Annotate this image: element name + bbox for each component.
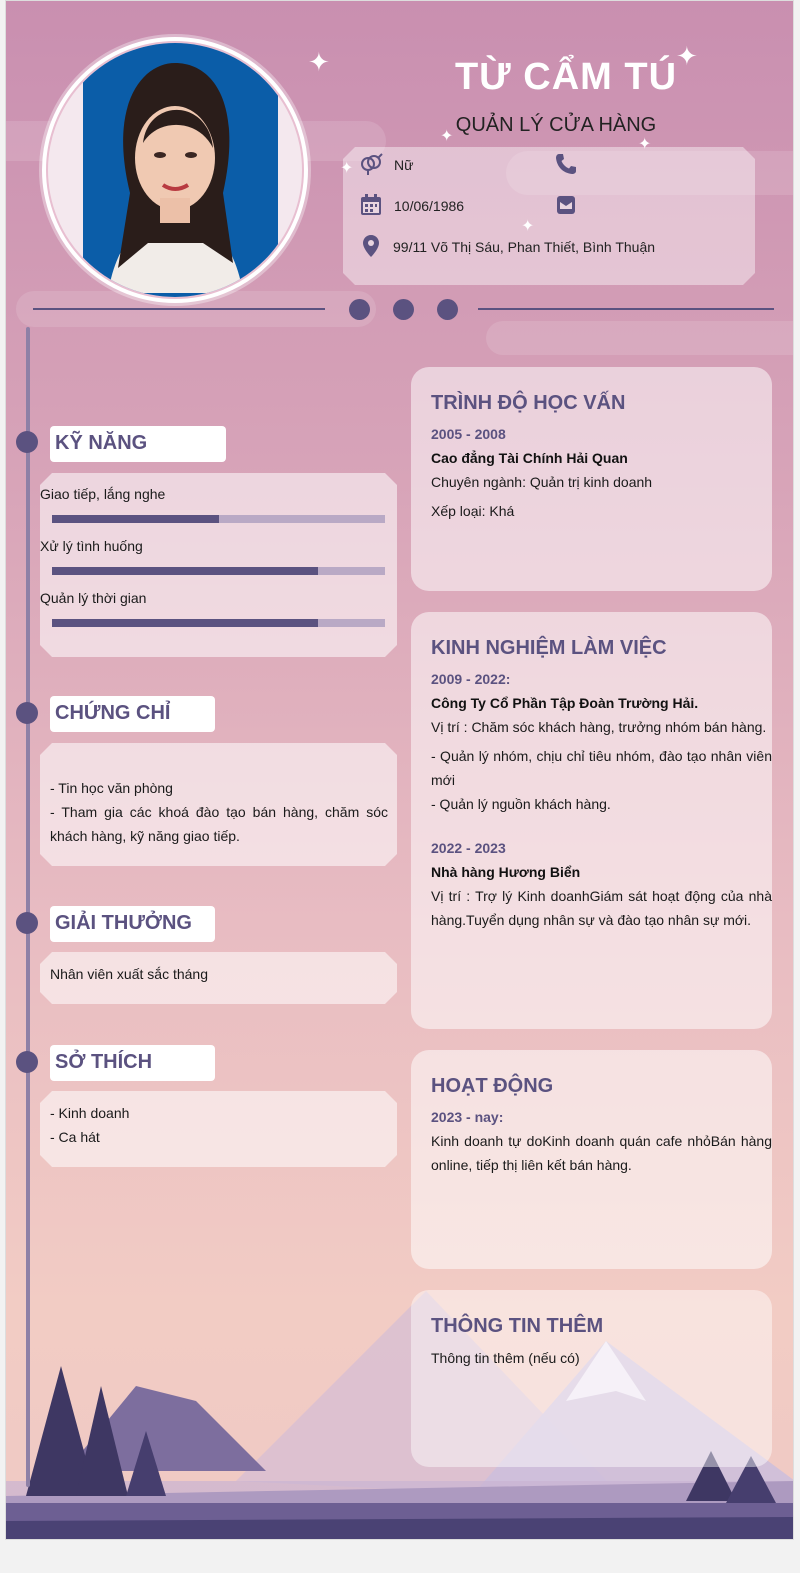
birthday-value: 10/06/1986 <box>394 198 465 214</box>
job-date: 2009 - 2022: <box>431 671 511 687</box>
extra-heading: THÔNG TIN THÊM <box>431 1315 604 1337</box>
hobby-item: - Kinh doanh <box>50 1105 130 1121</box>
education-heading: TRÌNH ĐỘ HỌC VẤN <box>431 392 626 414</box>
skill-bar-fill <box>52 515 219 523</box>
award-item: Nhân viên xuất sắc tháng <box>50 966 208 982</box>
certificate-item: - Tin học văn phòng <box>50 780 173 796</box>
divider-dot <box>437 299 458 320</box>
cloud-decoration <box>486 321 794 355</box>
skill-bar <box>52 567 385 575</box>
skill-bar-fill <box>52 619 318 627</box>
job-position: Vị trí : Chăm sóc khách hàng, trưởng nhóm bán hàng. <box>431 719 767 735</box>
full-name: TỪ CẨM TÚ <box>454 56 678 98</box>
education-date: 2005 - 2008 <box>431 426 506 442</box>
skill-name: Giao tiếp, lắng nghe <box>40 486 166 502</box>
job-detail: - Quản lý nhóm, chịu chỉ tiêu nhóm, đào tạo nhân viên mới <box>431 748 772 788</box>
timeline-dot <box>16 912 38 934</box>
hobby-item: - Ca hát <box>50 1129 100 1145</box>
email-icon <box>554 193 578 217</box>
divider-dot <box>349 299 370 320</box>
job-company: Công Ty Cổ Phần Tập Đoàn Trường Hải. <box>431 695 699 711</box>
activities-heading: HOẠT ĐỘNG <box>431 1075 554 1097</box>
job-title: QUẢN LÝ CỬA HÀNG <box>455 114 657 136</box>
education-grade: Xếp loại: Khá <box>431 503 515 519</box>
skill-name: Quản lý thời gian <box>40 590 147 606</box>
job-position: Vị trí : Trợ lý Kinh doanhGiám sát hoạt động của nhà hàng.Tuyển dụng nhân sự và đào tạo nhân sự mới. <box>431 888 772 928</box>
sparkle-icon: ✦ <box>638 136 652 153</box>
job-detail: - Quản lý nguồn khách hàng. <box>431 796 611 812</box>
experience-heading: KINH NGHIỆM LÀM VIỆC <box>431 637 667 659</box>
timeline-line <box>26 327 30 1487</box>
awards-heading: GIẢI THƯỞNG <box>50 906 215 942</box>
divider-dot <box>393 299 414 320</box>
gender-value: Nữ <box>394 157 414 173</box>
certificates-heading: CHỨNG CHỈ <box>50 696 215 732</box>
hobbies-heading: SỞ THÍCH <box>50 1045 215 1081</box>
sparkle-icon: ✦ <box>521 218 535 235</box>
skills-heading: KỸ NĂNG <box>50 426 226 462</box>
education-school: Cao đẳng Tài Chính Hải Quan <box>431 450 628 466</box>
skill-bar-fill <box>52 567 318 575</box>
address-value: 99/11 Võ Thị Sáu, Phan Thiết, Bình Thuận <box>393 239 656 255</box>
location-icon <box>359 234 383 258</box>
skill-bar <box>52 515 385 523</box>
job-company: Nhà hàng Hương Biển <box>431 864 581 880</box>
cv-page <box>5 0 794 1540</box>
timeline-dot <box>16 702 38 724</box>
sparkle-icon: ✦ <box>676 41 698 71</box>
sparkle-icon: ✦ <box>440 128 454 145</box>
skill-name: Xử lý tình huống <box>40 538 143 554</box>
activity-date: 2023 - nay: <box>431 1109 504 1125</box>
activity-text: Kinh doanh tự doKinh doanh quán cafe nhỏBán hàng online, tiếp thị liên kết bán hàng. <box>431 1133 772 1173</box>
timeline-dot <box>16 431 38 453</box>
extra-text: Thông tin thêm (nếu có) <box>431 1350 580 1366</box>
sparkle-icon: ✦ <box>308 47 330 77</box>
calendar-icon <box>359 193 383 217</box>
divider-line <box>478 308 774 310</box>
avatar <box>48 43 302 297</box>
timeline-dot <box>16 1051 38 1073</box>
job-date: 2022 - 2023 <box>431 840 506 856</box>
education-major: Chuyên ngành: Quản trị kinh doanh <box>431 474 653 490</box>
skill-bar <box>52 619 385 627</box>
sparkle-icon: ✦ <box>340 160 354 177</box>
divider-line <box>33 308 325 310</box>
certificate-item: - Tham gia các khoá đào tạo bán hàng, chăm sóc khách hàng, kỹ năng giao tiếp. <box>50 804 388 844</box>
gender-icon <box>359 151 383 175</box>
phone-icon <box>554 152 578 176</box>
